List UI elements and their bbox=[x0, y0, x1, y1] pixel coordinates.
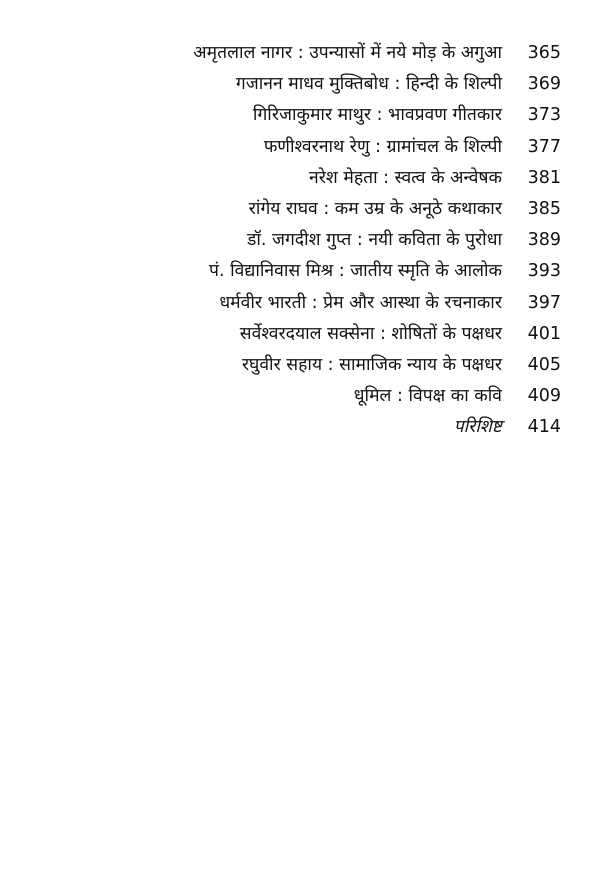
toc-entry bbox=[0, 288, 600, 319]
toc-entry bbox=[0, 350, 600, 381]
toc-entry-title: सर्वेश्वरदयाल सक्सेना : शोषितों के पक्षधर bbox=[239, 323, 502, 344]
toc-entry-title: अमृतलाल नागर : उपन्यासों में नये मोड़ के अगुआ bbox=[193, 43, 502, 63]
toc-entry bbox=[0, 381, 600, 412]
toc-entry-title: रांगेय राघव : कम उम्र के अनूठे कथाकार bbox=[248, 198, 502, 219]
toc-entry bbox=[0, 163, 600, 194]
toc-entry bbox=[0, 319, 600, 350]
toc-entry-page: 405 bbox=[527, 354, 561, 375]
toc-entry bbox=[0, 38, 600, 69]
toc-entry-page: 409 bbox=[527, 386, 561, 407]
toc-entry bbox=[0, 132, 600, 163]
toc-entry-page: 381 bbox=[527, 167, 561, 188]
toc-entry-title: धर्मवीर भारती : प्रेम और आस्था के रचनाकार bbox=[219, 292, 502, 313]
toc-entry-title: नरेश मेहता : स्वत्व के अन्वेषक bbox=[309, 167, 502, 188]
toc-entry-title: गिरिजाकुमार माथुर : भावप्रवण गीतकार bbox=[252, 105, 502, 126]
toc-entry-page: 397 bbox=[527, 292, 561, 313]
toc-entry bbox=[0, 69, 600, 100]
toc-entry-page: 369 bbox=[527, 74, 561, 95]
toc-entry-page: 385 bbox=[527, 198, 561, 219]
toc-entry-page: 365 bbox=[527, 43, 561, 63]
toc-entry-page: 393 bbox=[527, 261, 561, 282]
toc-entry-title: परिशिष्ट bbox=[453, 417, 502, 438]
table-of-contents bbox=[0, 38, 600, 443]
toc-entry-title: डॉ. जगदीश गुप्त : नयी कविता के पुरोधा bbox=[246, 230, 502, 251]
toc-entry-page: 414 bbox=[527, 417, 561, 438]
toc-entry-page: 389 bbox=[527, 230, 561, 251]
toc-entry-appendix bbox=[0, 412, 600, 443]
toc-entry-title: पं. विद्यानिवास मिश्र : जातीय स्मृति के आलोक bbox=[209, 261, 502, 282]
toc-entry-title: धूमिल : विपक्ष का कवि bbox=[353, 386, 502, 407]
toc-entry bbox=[0, 225, 600, 256]
toc-entry bbox=[0, 256, 600, 287]
toc-entry-title: फणीश्वरनाथ रेणु : ग्रामांचल के शिल्पी bbox=[263, 136, 502, 157]
toc-entry bbox=[0, 100, 600, 131]
toc-entry bbox=[0, 194, 600, 225]
toc-entry-page: 373 bbox=[527, 105, 561, 126]
toc-entry-page: 377 bbox=[527, 136, 561, 157]
toc-entry-title: गजानन माधव मुक्तिबोध : हिन्दी के शिल्पी bbox=[235, 74, 502, 95]
toc-entry-page: 401 bbox=[527, 323, 561, 344]
toc-entry-title: रघुवीर सहाय : सामाजिक न्याय के पक्षधर bbox=[241, 354, 502, 375]
